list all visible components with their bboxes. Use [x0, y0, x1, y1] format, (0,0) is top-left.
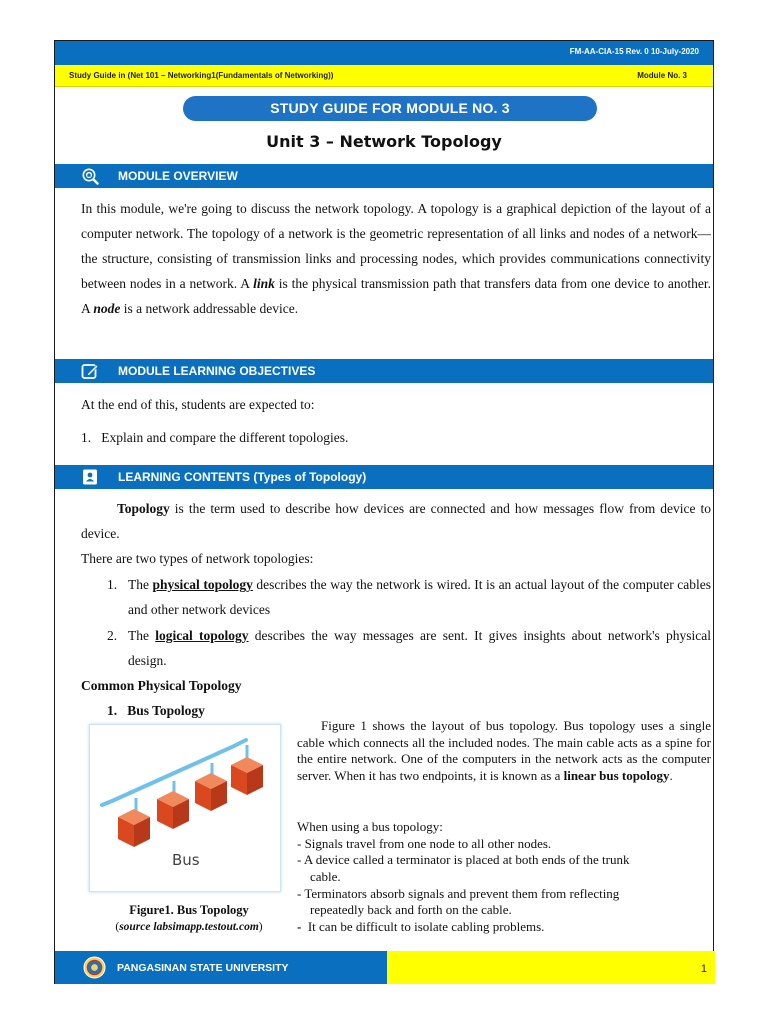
module-banner: STUDY GUIDE FOR MODULE NO. 3	[183, 96, 597, 121]
footer-university-bar	[55, 951, 387, 984]
objectives-intro: At the end of this, students are expected to:	[81, 397, 315, 412]
page-footer	[55, 951, 713, 984]
figure-source-open: (	[115, 921, 120, 933]
physical-topology-number: 1.	[107, 577, 118, 592]
overview-text-1: In this module, we're going to discuss the network topology. A topology is a graphical depiction of the layout of a computer network. The topology of a network is the geometric representation of all links and nodes of a network—the structure, consisting of transmission links and processing nodes, which provides communications connectivity between nodes in a network. A	[81, 201, 711, 291]
physical-topology-term: physical topology	[152, 577, 253, 592]
module-overview-header	[55, 164, 713, 188]
objective-item	[81, 429, 348, 447]
bus-topology-description	[297, 718, 711, 784]
learning-objectives-title: MODULE LEARNING OBJECTIVES	[118, 364, 316, 378]
module-number: Module No. 3	[637, 71, 687, 80]
bus-point	[297, 919, 711, 936]
figure-caption: Figure1. Bus Topology	[129, 903, 249, 917]
figure-source-text: source labsimapp.testout.com	[119, 921, 259, 933]
logical-topology-text: describes the way messages are sent. It gives insights about network's physical design.	[128, 628, 712, 668]
module-overview-title: MODULE OVERVIEW	[118, 169, 238, 183]
objective-number: 1.	[81, 430, 92, 445]
topology-definition-text: is the term used to describe how devices are connected and how messages flow from device to device.	[81, 501, 711, 541]
bus-point-dash: -	[297, 919, 302, 934]
bus-topology-title: Bus Topology	[127, 703, 205, 718]
physical-topology-item	[107, 572, 711, 622]
course-bar	[55, 65, 713, 87]
id-card-icon	[81, 468, 99, 486]
figure-source-close: )	[258, 921, 263, 933]
magnifier-icon	[81, 167, 99, 185]
physical-topology-prefix: The	[128, 577, 153, 592]
topology-definition	[81, 496, 711, 546]
figure-source	[89, 921, 289, 933]
header-ribbon	[55, 41, 713, 65]
unit-title: Unit 3 – Network Topology	[266, 132, 502, 151]
learning-contents-title: LEARNING CONTENTS (Types of Topology)	[118, 470, 367, 484]
study-guide-page	[54, 40, 714, 984]
link-term: link	[253, 276, 275, 291]
objective-text: Explain and compare the different topologies.	[101, 430, 349, 445]
figure-bus-label: Bus	[172, 851, 200, 869]
logical-topology-prefix: The	[128, 628, 156, 643]
node-cube	[231, 757, 263, 795]
bus-topology-figure	[89, 724, 281, 892]
overview-text-2: is the physical transmission path that transfers data from one device to another. A	[81, 276, 711, 316]
bus-description-end: .	[669, 767, 673, 783]
overview-paragraph	[81, 196, 711, 321]
linear-bus-term: linear bus topology	[563, 767, 670, 783]
bus-topology-diagram	[90, 725, 280, 891]
topology-term: Topology	[117, 501, 170, 516]
bus-description-text: Figure 1 shows the layout of bus topology. Bus topology uses a single cable which connects all the included nodes. The main cable acts as a spine for the entire network. One of the computers in the network acts as the computer server. When it has two endpoints, it is known as a	[297, 718, 711, 783]
form-code: FM-AA-CIA-15 Rev. 0 10-July-2020	[569, 47, 699, 56]
bus-topology-heading	[107, 702, 205, 720]
bus-point-continuation: cable.	[310, 869, 341, 884]
learning-objectives-header	[55, 359, 713, 383]
bus-usage-intro: When using a bus topology:	[297, 819, 443, 834]
bus-point: - A device called a terminator is placed at both ends of the trunk	[297, 852, 630, 867]
university-name: PANGASINAN STATE UNIVERSITY	[117, 962, 289, 974]
logical-topology-item	[107, 623, 711, 673]
bus-point-continuation: repeatedly back and forth on the cable.	[310, 902, 512, 917]
bus-point: - Signals travel from one node to all other nodes.	[297, 836, 552, 851]
node-term: node	[93, 301, 121, 316]
common-physical-topology-heading: Common Physical Topology	[81, 678, 242, 693]
university-seal-icon	[83, 956, 106, 979]
overview-text-3: is a network addressable device.	[120, 301, 299, 316]
bus-topology-number: 1.	[107, 703, 118, 718]
bus-point: - Terminators absorb signals and prevent them from reflecting	[297, 886, 620, 901]
logical-topology-term: logical topology	[155, 628, 249, 643]
topology-types-intro: There are two types of network topologies:	[81, 551, 314, 566]
node-cube	[118, 809, 150, 847]
course-label: Study Guide in (Net 101 – Networking1(Fundamentals of Networking))	[69, 71, 334, 80]
bus-point-text: It can be difficult to isolate cabling problems.	[307, 919, 545, 934]
physical-topology-text: describes the way the network is wired. It is an actual layout of the computer cables and other network devices	[128, 577, 711, 617]
footer-page-bar	[387, 951, 715, 984]
node-cube	[195, 773, 227, 811]
logical-topology-number: 2.	[107, 628, 118, 643]
node-cube	[157, 791, 189, 829]
pencil-edit-icon	[81, 362, 99, 380]
learning-contents-header	[55, 465, 713, 489]
page-number: 1	[700, 963, 707, 975]
